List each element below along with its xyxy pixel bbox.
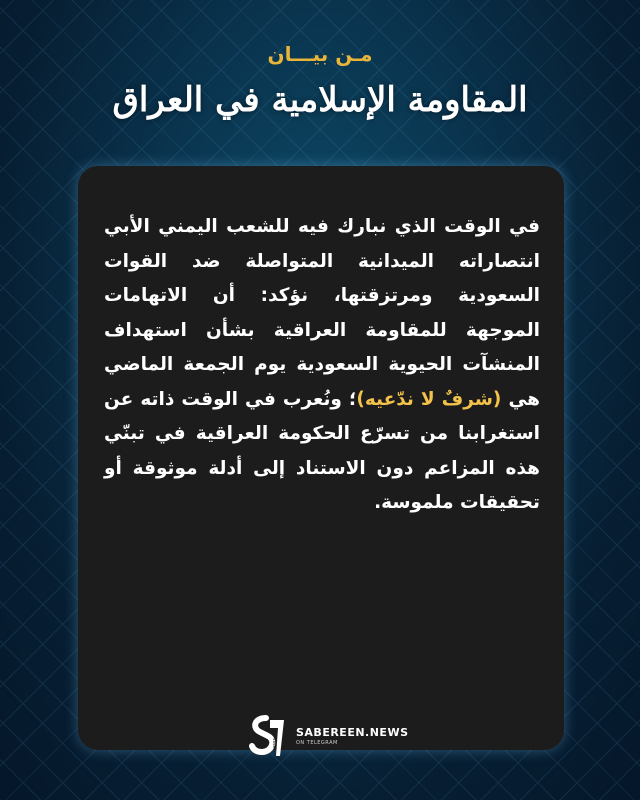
statement-card: [78, 166, 564, 750]
statement-text-part-1: في الوقت الذي نبارك فيه للشعب اليمني الأبي انتصاراته الميدانية المتواصلة ضد القوات السعودية ومرتزقتها، نؤكد: أن الاتهامات الموجهة للمقاومة العراقية بشأن استهداف المنشآت الحيوية السعودية يوم الجمعة الماضي هي: [104, 216, 540, 410]
organization-title: المقاومة الإسلامية في العراق: [112, 80, 528, 120]
statement-text-part-2: ؛ ونُعرب في الوقت ذاته عن استغرابنا من تسرّع الحكومة العراقية في تبنّي هذه المزاعم دون الاستناد إلى أدلة موثوقة أو تحقيقات ملموسة.: [104, 388, 540, 513]
statement-highlight: (شرفٌ لا ندّعيه): [356, 388, 502, 410]
sabereen-logo-icon: [246, 712, 288, 760]
brand-name: SABEREEN.NEWS: [296, 725, 409, 739]
footer-branding: [246, 712, 409, 760]
statement-text: [104, 210, 540, 521]
brand-subtitle: ON TELEGRAM: [296, 739, 338, 746]
statement-subtitle: مـن بيـــان: [267, 42, 373, 66]
statement-header: [0, 40, 640, 122]
brand-block: [296, 726, 409, 747]
logo-news-text: news: [272, 737, 278, 752]
